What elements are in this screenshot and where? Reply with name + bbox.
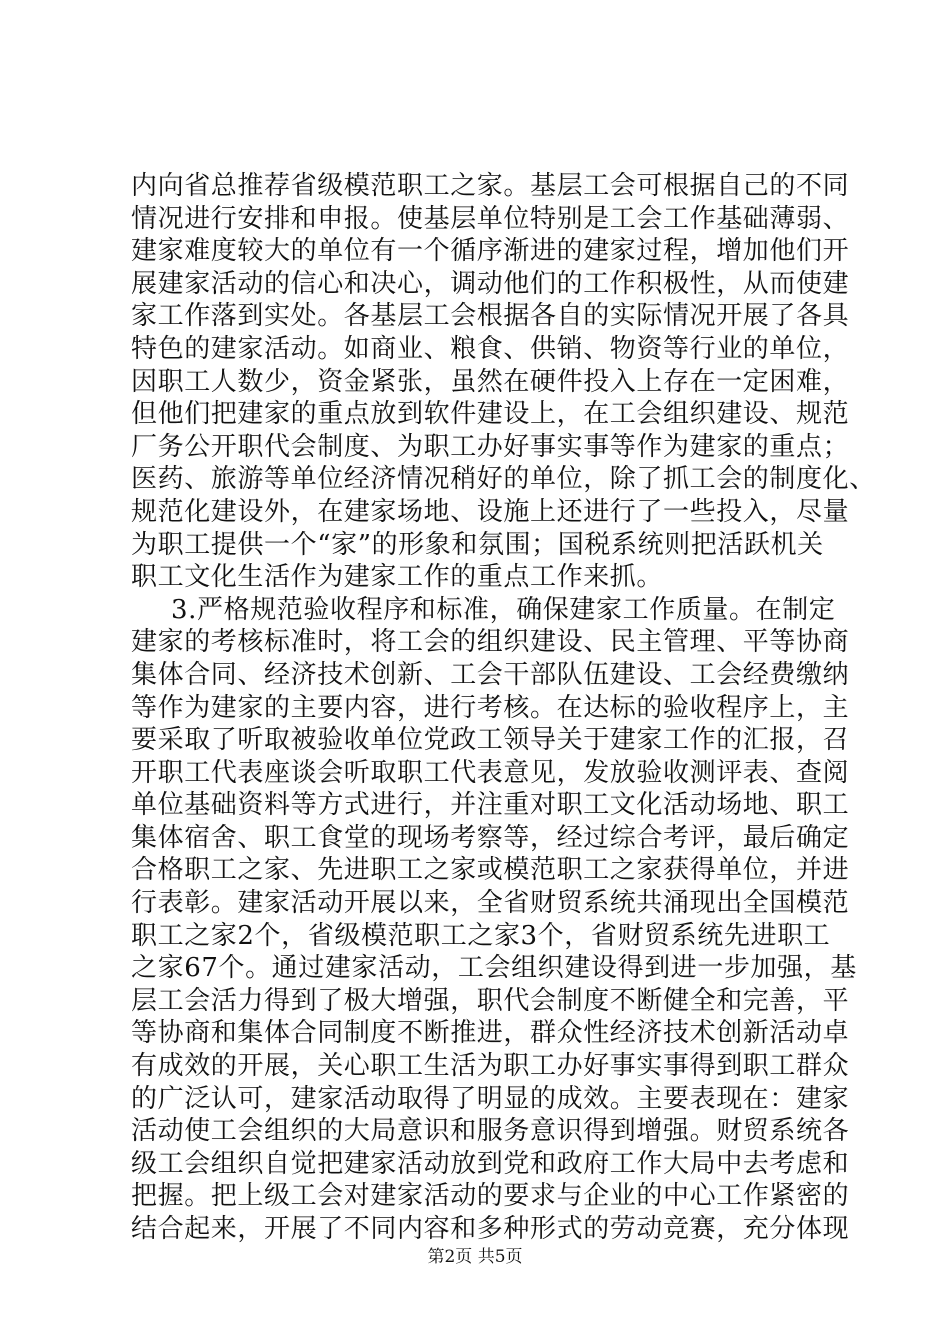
text-line: 之家67个。通过建家活动，工会组织建设得到进一步加强，基	[131, 953, 857, 984]
text-line: 级工会组织自觉把建家活动放到党和政府工作大局中去考虑和	[131, 1148, 850, 1179]
text-line: 情况进行安排和申报。使基层单位特别是工会工作基础薄弱、	[131, 203, 850, 234]
text-line: 为职工提供一个“家”的形象和氛围；国税系统则把活跃机关	[131, 529, 824, 560]
text-line: 集体宿舍、职工食堂的现场考察等，经过综合考评，最后确定	[131, 822, 850, 853]
text-line: 把握。把上级工会对建家活动的要求与企业的中心工作紧密的	[131, 1181, 850, 1212]
text-line: 家工作落到实处。各基层工会根据各自的实际情况开展了各具	[131, 301, 850, 332]
text-line: 但他们把建家的重点放到软件建设上，在工会组织建设、规范	[131, 399, 850, 430]
page-number-label: 第2页 共5页	[427, 1247, 523, 1267]
text-line: 要采取了听取被验收单位党政工领导关于建家工作的汇报，召	[131, 725, 850, 756]
text-line: 行表彰。建家活动开展以来，全省财贸系统共涌现出全国模范	[131, 888, 850, 919]
text-line: 规范化建设外，在建家场地、设施上还进行了一些投入，尽量	[131, 496, 850, 527]
page-footer	[0, 1242, 950, 1267]
body-text	[131, 170, 876, 1246]
text-line: 集体合同、经济技术创新、工会干部队伍建设、工会经费缴纳	[131, 659, 850, 690]
text-line: 建家难度较大的单位有一个循序渐进的建家过程，增加他们开	[131, 236, 850, 267]
text-line: 等协商和集体合同制度不断推进，群众性经济技术创新活动卓	[131, 1018, 850, 1049]
text-line-indented: 3.严格规范验收程序和标准，确保建家工作质量。在制定	[171, 594, 836, 625]
text-line: 合格职工之家、先进职工之家或模范职工之家获得单位，并进	[131, 855, 850, 886]
text-line: 职工文化生活作为建家工作的重点工作来抓。	[131, 562, 664, 593]
text-line: 展建家活动的信心和决心，调动他们的工作积极性，从而使建	[131, 268, 850, 299]
text-line: 的广泛认可，建家活动取得了明显的成效。主要表现在：建家	[131, 1083, 850, 1114]
text-line: 职工之家2个，省级模范职工之家3个，省财贸系统先进职工	[131, 920, 831, 951]
text-line: 等作为建家的主要内容，进行考核。在达标的验收程序上，主	[131, 692, 850, 723]
text-line: 因职工人数少，资金紧张，虽然在硬件投入上存在一定困难，	[131, 366, 850, 397]
text-line: 建家的考核标准时，将工会的组织建设、民主管理、平等协商	[131, 627, 850, 658]
text-line: 有成效的开展，关心职工生活为职工办好事实事得到职工群众	[131, 1051, 850, 1082]
text-line: 开职工代表座谈会听取职工代表意见，发放验收测评表、查阅	[131, 757, 850, 788]
text-line: 医药、旅游等单位经济情况稍好的单位，除了抓工会的制度化、	[131, 464, 876, 495]
text-line: 内向省总推荐省级模范职工之家。基层工会可根据自己的不同	[131, 171, 850, 201]
text-line: 特色的建家活动。如商业、粮食、供销、物资等行业的单位，	[131, 333, 850, 364]
text-line: 活动使工会组织的大局意识和服务意识得到增强。财贸系统各	[131, 1116, 850, 1147]
text-line: 层工会活力得到了极大增强，职代会制度不断健全和完善，平	[131, 985, 850, 1016]
text-line: 厂务公开职代会制度、为职工办好事实事等作为建家的重点；	[131, 431, 850, 462]
text-line: 单位基础资料等方式进行，并注重对职工文化活动场地、职工	[131, 790, 850, 821]
text-line: 结合起来，开展了不同内容和多种形式的劳动竞赛，充分体现	[131, 1214, 850, 1244]
